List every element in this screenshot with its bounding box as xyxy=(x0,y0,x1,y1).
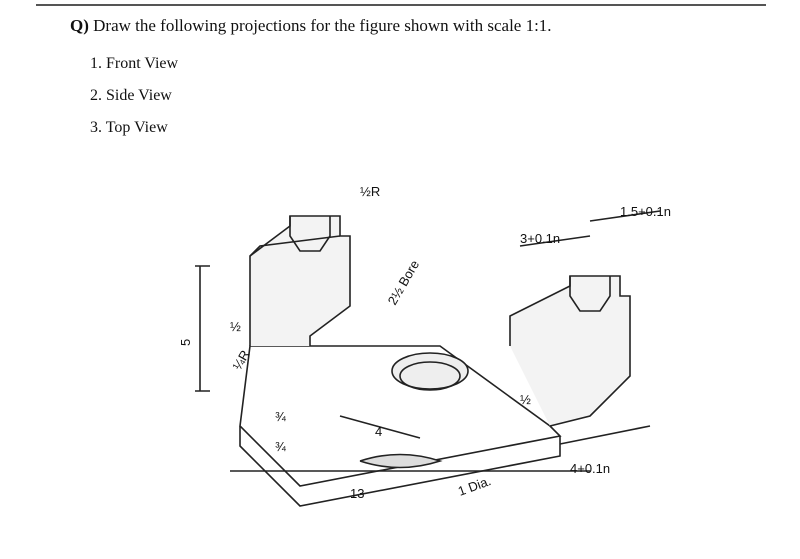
projection-list xyxy=(90,48,178,144)
dia-label: 1 Dia. xyxy=(455,473,493,499)
list-item: 2. Side View xyxy=(90,87,172,104)
dim-half-right-label: ½ xyxy=(520,392,531,407)
question-prefix: Q) xyxy=(70,16,89,35)
dim-three-quarter-a-label: ¾ xyxy=(275,409,286,424)
list-item: 3. Top View xyxy=(90,119,168,136)
top-rule xyxy=(36,4,766,6)
dim-13-label: 13 xyxy=(350,486,365,501)
list-item: 1. Front View xyxy=(90,55,179,72)
question-text xyxy=(70,16,552,36)
dim-15-label: 1.5+0.1n xyxy=(620,204,671,219)
dim-5-label: 5 xyxy=(178,338,193,346)
dim-3-label: 3+0.1n xyxy=(520,231,561,246)
bore-hole xyxy=(392,353,468,389)
dim-three-quarter-b-label: ¾ xyxy=(275,439,286,454)
dim-quarter-r-label: ¼R xyxy=(229,347,253,373)
isometric-drawing xyxy=(178,176,770,556)
bore-label: 2½ Bore xyxy=(384,257,423,308)
radius-label: ½R xyxy=(360,184,381,199)
dim-4n-label: 4+0.1n xyxy=(570,461,611,476)
question-body: Draw the following projections for the figure shown with scale 1:1. xyxy=(93,16,552,35)
dim-half-left-label: ½ xyxy=(230,319,241,334)
dim-4-label: 4 xyxy=(375,424,383,439)
left-upright xyxy=(250,216,350,346)
